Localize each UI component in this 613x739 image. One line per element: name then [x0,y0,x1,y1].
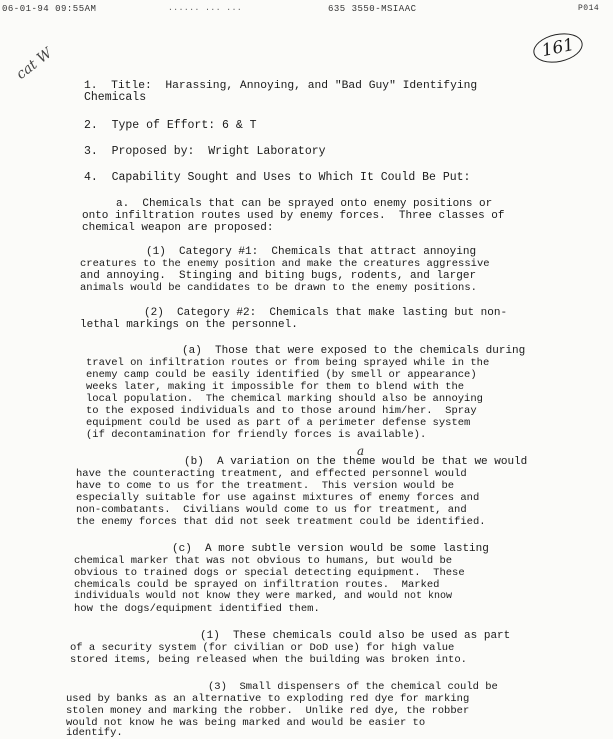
doc-line: stored items, being released when the building was broken into. [70,654,467,666]
doc-line: 2. Type of Effort: 6 & T [84,119,257,132]
doc-line: non-combatants. Civilians would come to us for treatment, and [76,504,467,516]
doc-line: 4. Capability Sought and Uses to Which It Could Be Put: [84,171,471,184]
doc-line: animals would be candidates to be drawn to the enemy positions. [80,282,477,294]
doc-line: (2) Category #2: Chemicals that make lasting but non- [144,307,508,319]
doc-line: (1) These chemicals could also be used as part [200,630,511,642]
doc-line: of a security system (for civilian or DoD use) for high value [70,642,455,654]
fax-sender: ...... ... ... [168,4,243,13]
doc-line: onto infiltration routes used by enemy forces. Three classes of [82,210,505,222]
doc-line: obvious to trained dogs or special detecting equipment. These [74,567,465,579]
doc-line: and annoying. Stinging and biting bugs, rodents, and larger [80,270,477,282]
doc-line: a. Chemicals that can be sprayed onto enemy positions or [116,198,493,210]
doc-line: Chemicals [84,91,147,104]
doc-line: chemicals could be sprayed on infiltration routes. Marked [74,579,440,591]
doc-line: travel on infiltration routes or from being sprayed while in the [86,357,490,369]
doc-line: have to come to us for the treatment. This version would be [76,480,455,492]
doc-line: creatures to the enemy position and make the creatures aggressive [80,258,490,270]
doc-line: equipment could be used as part of a perimeter defense system [86,417,471,429]
doc-line: local population. The chemical marking should also be annoying [86,393,483,405]
doc-line: (if decontamination for friendly forces is available). [86,429,427,441]
doc-line: stolen money and marking the robber. Unlike red dye, the robber [66,705,470,717]
doc-line: chemical marker that was not obvious to humans, but would be [74,555,453,567]
doc-line: chemical weapon are proposed: [82,222,274,234]
doc-line: the enemy forces that did not seek treatment could be identified. [76,516,486,528]
doc-line: have the counteracting treatment, and effected personnel would [76,468,467,480]
doc-line: especially suitable for use against mixtures of enemy forces and [76,492,480,504]
doc-line: (c) A more subtle version would be some lasting [172,543,489,555]
handwritten-note: cat W [13,45,56,83]
doc-line: (3) Small dispensers of the chemical could be [208,681,498,693]
fax-timestamp: 06-01-94 09:55AM [2,4,97,14]
doc-line: weeks later, making it impossible for them to blend with the [86,381,465,393]
doc-line: (a) Those that were exposed to the chemicals during [182,345,526,357]
fax-number: 635 3550-MSIAAC [328,4,417,14]
handwritten-correction: a [357,444,365,458]
page-number-stamp: 161 [531,29,586,67]
doc-line: 3. Proposed by: Wright Laboratory [84,145,326,158]
doc-line: 1. Title: Harassing, Annoying, and "Bad Guy" Identifying [84,80,478,92]
doc-line: (b) A variation on the theme would be that we would [184,456,528,468]
doc-line: (1) Category #1: Chemicals that attract annoying [146,246,477,258]
doc-line: individuals would not know they were marked, and would not know [74,591,453,602]
fax-page-code: P014 [578,4,600,13]
doc-line: would not know he was being marked and would be easier to [66,717,426,729]
doc-line: used by banks as an alternative to exploding red dye for marking [66,693,470,705]
doc-line: enemy camp could be easily identified (by smell or appearance) [86,369,477,381]
doc-line: how the dogs/equipment identified them. [74,603,320,615]
doc-line: identify. [66,727,123,739]
doc-line: lethal markings on the personnel. [80,319,298,331]
doc-line: to the exposed individuals and to those around him/her. Spray [86,405,477,417]
